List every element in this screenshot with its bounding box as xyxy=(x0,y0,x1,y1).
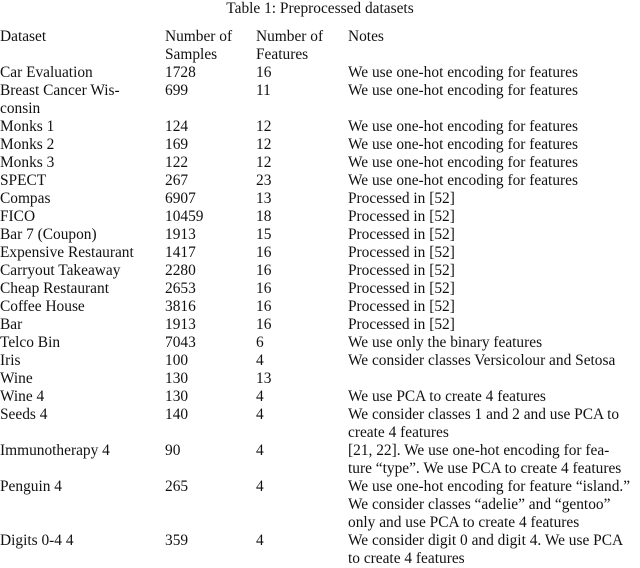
dataset-cell xyxy=(0,118,152,136)
notes-cell xyxy=(348,154,640,172)
dataset-cell xyxy=(0,136,152,154)
dataset-cell xyxy=(0,298,152,316)
column-header-samples-line2: Samples xyxy=(165,46,218,63)
dataset-line: Iris xyxy=(0,352,21,369)
samples-cell: 1913 xyxy=(165,226,196,243)
table-row xyxy=(0,352,640,370)
column-header-features xyxy=(256,28,338,64)
column-header-samples xyxy=(165,28,245,64)
dataset-line: FICO xyxy=(0,208,36,225)
notes-line: We use PCA to create 4 features xyxy=(348,388,546,405)
dataset-line: Bar 7 (Coupon) xyxy=(0,226,97,243)
samples-cell: 124 xyxy=(165,118,189,135)
samples-cell: 1728 xyxy=(165,64,196,81)
table-row xyxy=(0,262,640,280)
dataset-cell xyxy=(0,190,152,208)
notes-cell xyxy=(348,190,640,208)
samples-cell: 100 xyxy=(165,352,189,369)
features-cell: 4 xyxy=(256,406,264,423)
features-cell: 4 xyxy=(256,352,264,369)
dataset-cell xyxy=(0,244,152,262)
notes-cell xyxy=(348,478,640,532)
dataset-cell xyxy=(0,442,152,460)
notes-line: Processed in [52] xyxy=(348,226,455,243)
dataset-line: Carryout Takeaway xyxy=(0,262,121,279)
notes-cell xyxy=(348,262,640,280)
notes-line xyxy=(348,370,640,388)
notes-line: We use one-hot encoding for features xyxy=(348,118,578,135)
table-caption: Table 1: Preprocessed datasets xyxy=(226,0,414,17)
dataset-line: Car Evaluation xyxy=(0,64,93,81)
table-row xyxy=(0,136,640,154)
samples-cell: 2280 xyxy=(165,262,196,279)
notes-line: [21, 22]. We use one-hot encoding for fea- xyxy=(348,442,610,459)
column-header-features-line1: Number of xyxy=(256,28,324,45)
features-cell: 15 xyxy=(256,226,272,243)
dataset-cell xyxy=(0,154,152,172)
table-row xyxy=(0,532,640,568)
samples-cell: 169 xyxy=(165,136,189,153)
features-cell: 12 xyxy=(256,118,272,135)
samples-cell: 359 xyxy=(165,532,189,549)
notes-cell xyxy=(348,352,640,370)
dataset-line: Bar xyxy=(0,316,23,333)
dataset-line: Wine 4 xyxy=(0,388,45,405)
notes-line: We use one-hot encoding for features xyxy=(348,154,578,171)
notes-line: We use one-hot encoding for features xyxy=(348,172,578,189)
dataset-cell xyxy=(0,280,152,298)
features-cell: 13 xyxy=(256,190,272,207)
features-cell: 4 xyxy=(256,478,264,495)
notes-cell xyxy=(348,136,640,154)
dataset-line: Penguin 4 xyxy=(0,478,62,495)
notes-cell xyxy=(348,406,640,442)
table-row xyxy=(0,370,640,388)
features-cell: 4 xyxy=(256,532,264,549)
samples-cell: 10459 xyxy=(165,208,204,225)
features-cell: 18 xyxy=(256,208,272,225)
notes-line: ture “type”. We use PCA to create 4 features xyxy=(348,460,622,477)
table-row xyxy=(0,298,640,316)
samples-cell: 267 xyxy=(165,172,189,189)
table-row xyxy=(0,118,640,136)
dataset-cell xyxy=(0,352,152,370)
notes-cell xyxy=(348,208,640,226)
notes-line: We use only the binary features xyxy=(348,334,543,351)
dataset-line: Monks 3 xyxy=(0,154,55,171)
features-cell: 16 xyxy=(256,244,272,261)
dataset-line: SPECT xyxy=(0,172,47,189)
features-cell: 4 xyxy=(256,388,264,405)
notes-line: Processed in [52] xyxy=(348,316,455,333)
dataset-cell xyxy=(0,172,152,190)
dataset-cell xyxy=(0,388,152,406)
notes-line: to create 4 features xyxy=(348,550,465,567)
notes-line: Processed in [52] xyxy=(348,244,455,261)
dataset-line: Breast Cancer Wis- xyxy=(0,82,120,99)
notes-line: Processed in [52] xyxy=(348,208,455,225)
preprocessed-datasets-table xyxy=(0,28,640,568)
samples-cell: 90 xyxy=(165,442,181,459)
dataset-cell xyxy=(0,262,152,280)
table-row xyxy=(0,226,640,244)
dataset-line: Seeds 4 xyxy=(0,406,48,423)
table-row xyxy=(0,154,640,172)
dataset-line: Compas xyxy=(0,190,51,207)
dataset-cell xyxy=(0,406,152,424)
features-cell: 16 xyxy=(256,280,272,297)
notes-cell xyxy=(348,82,640,100)
dataset-line: Immunotherapy 4 xyxy=(0,442,110,459)
table-row xyxy=(0,334,640,352)
notes-cell xyxy=(348,370,640,388)
dataset-line: Monks 1 xyxy=(0,118,55,135)
dataset-cell xyxy=(0,226,152,244)
samples-cell: 140 xyxy=(165,406,189,423)
table-row xyxy=(0,208,640,226)
column-header-dataset: Dataset xyxy=(0,28,47,45)
notes-cell xyxy=(348,172,640,190)
features-cell: 11 xyxy=(256,82,271,99)
samples-cell: 122 xyxy=(165,154,189,171)
dataset-cell xyxy=(0,64,152,82)
dataset-line: Telco Bin xyxy=(0,334,61,351)
notes-line: only and use PCA to create 4 features xyxy=(348,514,580,531)
features-cell: 16 xyxy=(256,298,272,315)
samples-cell: 1913 xyxy=(165,316,196,333)
notes-cell xyxy=(348,280,640,298)
dataset-line: Cheap Restaurant xyxy=(0,280,109,297)
dataset-cell xyxy=(0,82,152,118)
samples-cell: 3816 xyxy=(165,298,196,315)
notes-cell xyxy=(348,334,640,352)
table-row xyxy=(0,442,640,478)
table-row xyxy=(0,478,640,532)
samples-cell: 7043 xyxy=(165,334,196,351)
table-row xyxy=(0,406,640,442)
table-row xyxy=(0,316,640,334)
dataset-cell xyxy=(0,478,152,496)
samples-cell: 699 xyxy=(165,82,189,99)
table-row xyxy=(0,82,640,118)
dataset-cell xyxy=(0,208,152,226)
notes-line: We consider classes “adelie” and “gentoo” xyxy=(348,496,611,513)
dataset-line: consin xyxy=(0,100,41,117)
notes-cell xyxy=(348,298,640,316)
features-cell: 16 xyxy=(256,262,272,279)
dataset-line: Monks 2 xyxy=(0,136,55,153)
samples-cell: 6907 xyxy=(165,190,196,207)
features-cell: 23 xyxy=(256,172,272,189)
notes-line: We consider digit 0 and digit 4. We use PCA xyxy=(348,532,624,549)
notes-line: Processed in [52] xyxy=(348,280,455,297)
dataset-line: Wine xyxy=(0,370,33,387)
notes-line: We consider classes 1 and 2 and use PCA to xyxy=(348,406,620,423)
samples-cell: 1417 xyxy=(165,244,196,261)
notes-line: We use one-hot encoding for features xyxy=(348,82,578,99)
notes-cell xyxy=(348,316,640,334)
samples-cell: 265 xyxy=(165,478,189,495)
table-row xyxy=(0,64,640,82)
notes-cell xyxy=(348,442,640,478)
notes-line: Processed in [52] xyxy=(348,190,455,207)
notes-cell xyxy=(348,64,640,82)
features-cell: 13 xyxy=(256,370,272,387)
features-cell: 6 xyxy=(256,334,264,351)
features-cell: 16 xyxy=(256,64,272,81)
notes-line: We use one-hot encoding for features xyxy=(348,64,578,81)
dataset-cell xyxy=(0,370,152,388)
dataset-line: Digits 0-4 4 xyxy=(0,532,74,549)
column-header-features-line2: Features xyxy=(256,46,309,63)
notes-cell xyxy=(348,244,640,262)
table-row xyxy=(0,388,640,406)
table-row xyxy=(0,244,640,262)
samples-cell: 130 xyxy=(165,388,189,405)
dataset-cell xyxy=(0,532,152,550)
dataset-line: Coffee House xyxy=(0,298,85,315)
table-row xyxy=(0,190,640,208)
notes-line: Processed in [52] xyxy=(348,298,455,315)
features-cell: 12 xyxy=(256,154,272,171)
notes-line: We use one-hot encoding for features xyxy=(348,136,578,153)
samples-cell: 130 xyxy=(165,370,189,387)
notes-cell xyxy=(348,226,640,244)
table-row xyxy=(0,172,640,190)
features-cell: 4 xyxy=(256,442,264,459)
notes-line: create 4 features xyxy=(348,424,449,441)
features-cell: 12 xyxy=(256,136,272,153)
table-body xyxy=(0,64,640,568)
notes-line: We consider classes Versicolour and Setosa xyxy=(348,352,616,369)
table-header-row xyxy=(0,28,640,64)
column-header-notes: Notes xyxy=(348,28,384,45)
samples-cell: 2653 xyxy=(165,280,196,297)
features-cell: 16 xyxy=(256,316,272,333)
dataset-cell xyxy=(0,316,152,334)
dataset-cell xyxy=(0,334,152,352)
notes-cell xyxy=(348,388,640,406)
notes-cell xyxy=(348,532,640,568)
notes-cell xyxy=(348,118,640,136)
dataset-line: Expensive Restaurant xyxy=(0,244,134,261)
notes-line: We use one-hot encoding for feature “island.” xyxy=(348,478,631,495)
notes-line: Processed in [52] xyxy=(348,262,455,279)
column-header-samples-line1: Number of xyxy=(165,28,233,45)
table-row xyxy=(0,280,640,298)
